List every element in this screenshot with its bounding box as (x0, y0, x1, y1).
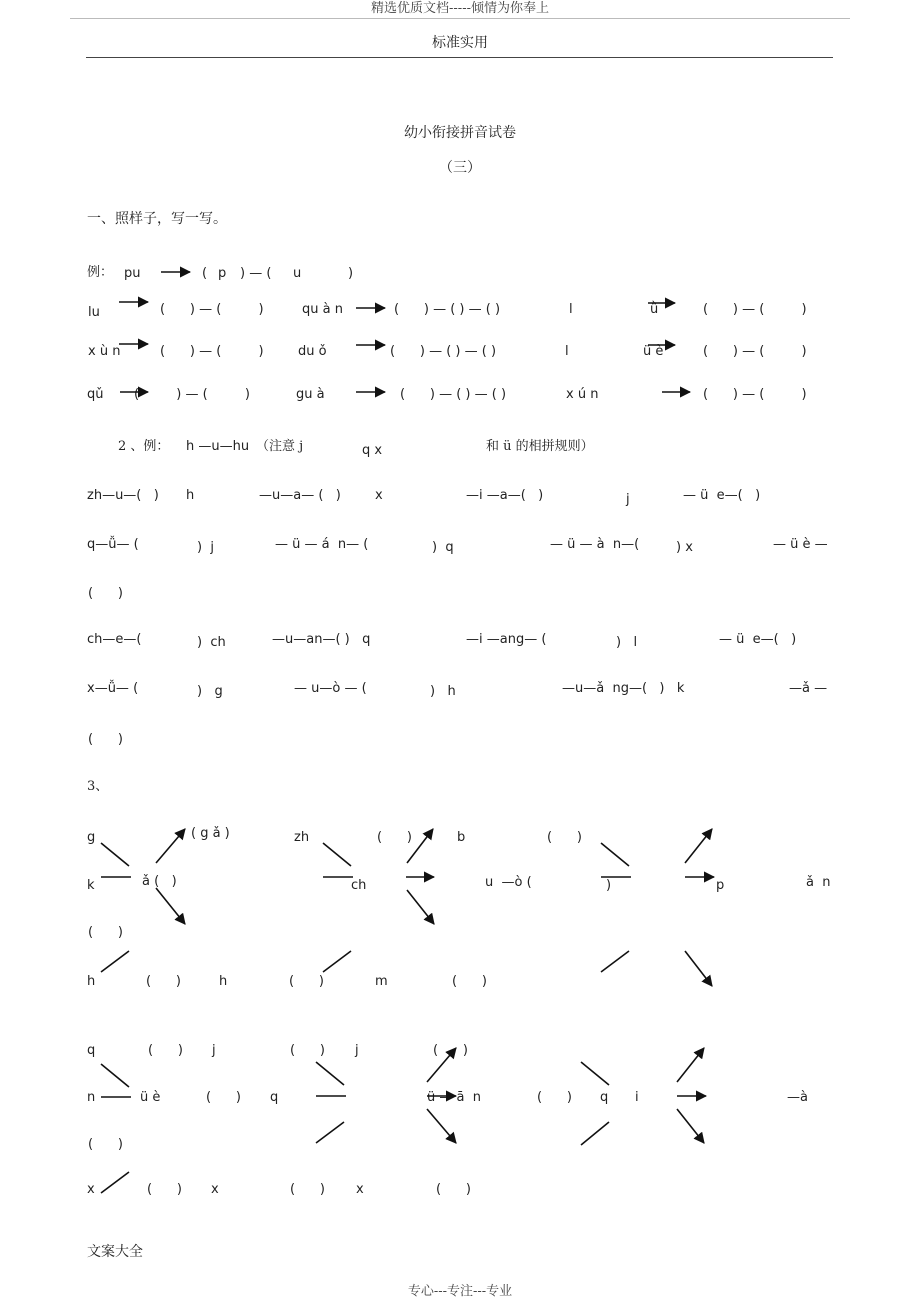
section1-heading: 一、照样子，写一写。 (87, 211, 227, 227)
initial-label: j (355, 1043, 359, 1058)
answer-slot: ( ) (148, 1043, 183, 1058)
pinyin-item: —u—ǎ ng—( ) k (562, 681, 685, 696)
answer-blanks: ( ) — ( ) (134, 387, 250, 402)
answer-blanks: ( ) — ( ) — ( ) (390, 344, 497, 359)
syllable-initial: l (569, 302, 573, 317)
final-label: —à (787, 1090, 808, 1105)
page-title: 幼小衔接拼音试卷 (404, 125, 516, 141)
example-answer-final: u (293, 266, 302, 281)
initial-label: q (600, 1090, 609, 1105)
pinyin-item: —u—a— ( ) (259, 488, 341, 503)
initial-label: q (270, 1090, 279, 1105)
answer-blanks: ( ) — ( ) (703, 302, 807, 317)
pinyin-item: — ü è — (773, 537, 828, 552)
pinyin-item: — ü e—( ) (683, 488, 761, 503)
syllable: qu à n (302, 302, 343, 317)
section2-note-a: （注意 j (256, 439, 304, 454)
example-answer-initial: p (218, 266, 227, 281)
paren-close: ) (348, 266, 354, 281)
pinyin-item: ) l (616, 635, 638, 650)
pinyin-item: ( ) (88, 586, 123, 601)
pinyin-item: ) x (676, 540, 693, 555)
pinyin-item: ) h (430, 684, 456, 699)
initial-label: x (87, 1182, 95, 1197)
answer-blanks: ( ) — ( ) (703, 387, 807, 402)
pinyin-item: ( ) (88, 732, 123, 747)
section2-note-b: q x (362, 443, 383, 458)
syllable-final: ǜ (650, 302, 659, 317)
example-separator: ) — ( (240, 266, 272, 281)
syllable: x ú n (566, 387, 599, 402)
final-label: i (635, 1090, 639, 1105)
answer-slot: ( ) (547, 830, 582, 845)
example-syllable: pu (124, 266, 141, 281)
final-label: ü è (140, 1090, 161, 1105)
initial-label: m (375, 974, 388, 989)
pinyin-item: ) q (432, 540, 454, 555)
syllable-final: ü è (643, 344, 664, 359)
pinyin-item: — ü — à n—( (550, 537, 640, 552)
answer-slot: ( ) (88, 1137, 123, 1152)
pinyin-item: — ü — á n— ( (275, 537, 369, 552)
answer-blanks: ( ) — ( ) — ( ) (400, 387, 507, 402)
initial-label: p (716, 878, 725, 893)
syllable: du ǒ (298, 344, 327, 359)
section3-number: 3、 (87, 779, 109, 794)
pinyin-item: —u—an—( ) q (272, 632, 371, 647)
answer-slot: ( ) (537, 1090, 572, 1105)
syllable: gu à (296, 387, 325, 402)
answer-blanks: ( ) — ( ) (160, 302, 264, 317)
pinyin-item: ) g (197, 684, 223, 699)
pinyin-item: ) j (197, 540, 214, 555)
paren-open: ( (202, 266, 208, 281)
section2-note-c: 和 ü 的相拼规则） (486, 439, 594, 454)
pinyin-item: x—ǚ— ( (87, 681, 139, 696)
initial-label: x (356, 1182, 364, 1197)
answer-slot: ( ) (289, 974, 324, 989)
section2-example: h —u—hu (186, 439, 250, 454)
pinyin-item: ch—e—( (87, 632, 142, 647)
answer-slot: ( ) (290, 1182, 325, 1197)
footer-left: 文案大全 (87, 1244, 143, 1260)
final-label: ǎ n (806, 875, 831, 890)
initial-label: h (87, 974, 96, 989)
answer-blanks: ( ) — ( ) (160, 344, 264, 359)
footer-bottom: 专心---专注---专业 (407, 1284, 513, 1299)
top-banner: 精选优质文档-----倾情为你奉上 (371, 1, 549, 16)
pinyin-item: zh—u—( ) (87, 488, 159, 503)
final-label: ǎ ( ) (142, 874, 177, 889)
initial-label: x (211, 1182, 219, 1197)
initial-label: ch (351, 878, 367, 893)
pinyin-item: —i —ang— ( (466, 632, 547, 647)
answer-slot: ( ) (452, 974, 487, 989)
answer-slot: ( g ǎ ) (191, 826, 230, 841)
answer-slot: ( ) (206, 1090, 241, 1105)
answer-slot: ( ) (377, 830, 412, 845)
pinyin-item: — u—ò — ( (294, 681, 367, 696)
answer-blanks: ( ) — ( ) — ( ) (394, 302, 501, 317)
answer-blanks: ( ) — ( ) (703, 344, 807, 359)
initial-label: j (212, 1043, 216, 1058)
syllable: lu (88, 305, 100, 320)
pinyin-item: —i —a—( ) (466, 488, 544, 503)
pinyin-item: x (375, 488, 383, 503)
pinyin-item: q—ǚ— ( (87, 537, 139, 552)
syllable: x ù n (88, 344, 121, 359)
pinyin-item: h (186, 488, 195, 503)
answer-slot: ( ) (146, 974, 181, 989)
answer-slot: ( ) (88, 925, 123, 940)
syllable-initial: l (565, 344, 569, 359)
answer-slot: ( ) (147, 1182, 182, 1197)
answer-slot: ( ) (290, 1043, 325, 1058)
initial-label: q (87, 1043, 96, 1058)
pinyin-item: j (626, 492, 630, 507)
header-subtitle: 标准实用 (432, 35, 488, 51)
initial-label: k (87, 878, 95, 893)
section2-prefix: 2 、例： (118, 439, 170, 454)
initial-label: h (219, 974, 228, 989)
pinyin-item: —ǎ — (789, 681, 828, 696)
syllable: qǔ (87, 387, 104, 402)
initial-label: zh (294, 830, 310, 845)
pinyin-item: — ü e—( ) (719, 632, 797, 647)
pinyin-item: ) ch (197, 635, 226, 650)
example-prefix: 例： (87, 265, 114, 280)
answer-slot: ( ) (433, 1043, 468, 1058)
initial-label: g (87, 830, 96, 845)
initial-label: n (87, 1090, 96, 1105)
paren-close: ) (606, 878, 612, 893)
answer-slot: ( ) (436, 1182, 471, 1197)
final-label: u —ò ( (485, 875, 532, 890)
initial-label: b (457, 830, 466, 845)
final-label: ü — ā n (427, 1090, 481, 1105)
page-subtitle: （三） (439, 160, 481, 176)
